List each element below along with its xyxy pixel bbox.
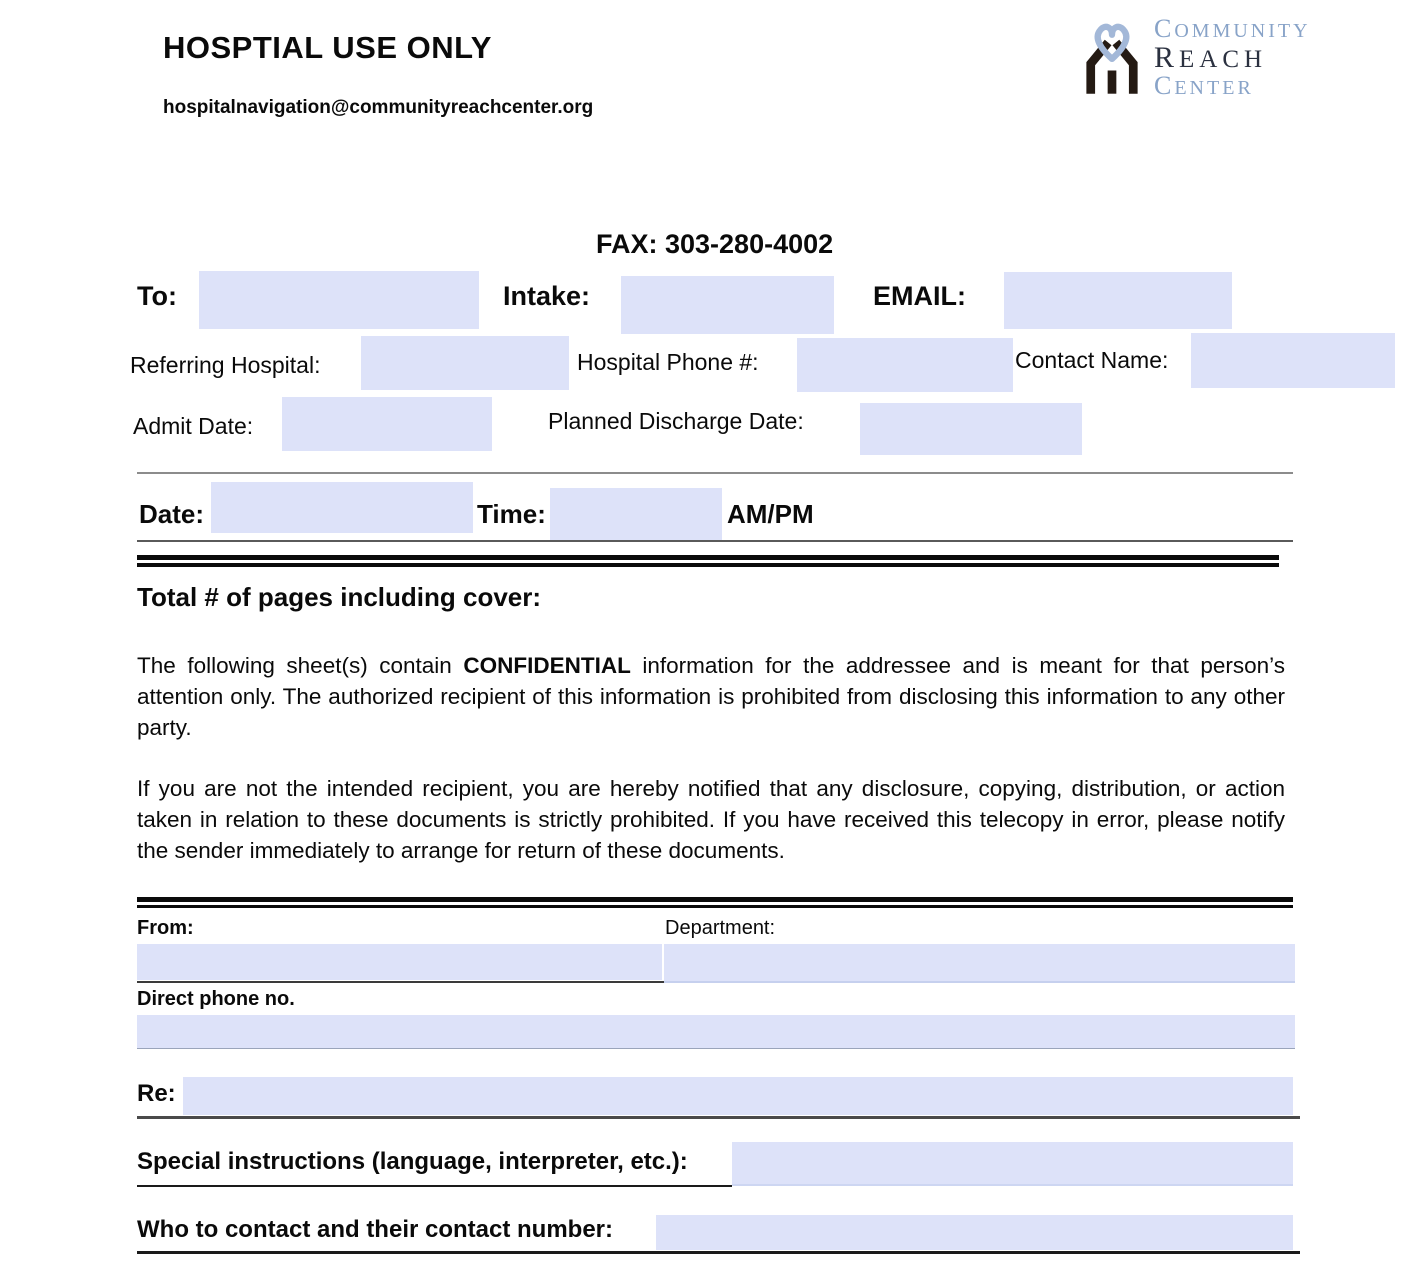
hospital-phone-label: Hospital Phone #: [577, 349, 759, 375]
thick-rule-mid-1 [137, 897, 1293, 902]
time-input[interactable] [550, 488, 722, 540]
who-to-contact-input[interactable] [656, 1215, 1293, 1250]
planned-discharge-label: Planned Discharge Date: [548, 408, 804, 434]
date-input[interactable] [211, 482, 473, 533]
direct-phone-input[interactable] [137, 1015, 1295, 1049]
contact-name-input[interactable] [1191, 333, 1395, 388]
divider-below-date [137, 540, 1293, 542]
logo-line-community: COMMUNITY [1154, 14, 1311, 43]
paragraph-text: The following sheet(s) contain [137, 653, 464, 678]
house-heart-icon [1083, 18, 1141, 99]
page-title: HOSPTIAL USE ONLY [163, 30, 492, 65]
time-label: Time: [477, 499, 546, 529]
contact-name-label: Contact Name: [1015, 347, 1169, 373]
admit-date-label: Admit Date: [133, 413, 254, 439]
to-label: To: [137, 281, 177, 311]
fax-number: FAX: 303-280-4002 [596, 229, 834, 259]
who-to-contact-label: Who to contact and their contact number: [137, 1216, 614, 1243]
to-input[interactable] [199, 271, 479, 329]
re-label: Re: [137, 1080, 176, 1107]
ampm-label: AM/PM [727, 499, 814, 529]
logo-line-reach: REACH [1154, 41, 1268, 74]
admit-date-input[interactable] [282, 397, 492, 451]
intake-input[interactable] [621, 276, 834, 334]
re-input[interactable] [183, 1077, 1293, 1115]
logo-line-center: CENTER [1154, 71, 1254, 100]
who-to-contact-underline [137, 1251, 1300, 1254]
special-instructions-input[interactable] [732, 1142, 1293, 1186]
date-label: Date: [139, 499, 205, 529]
thick-rule-top-1 [137, 555, 1279, 560]
confidentiality-paragraph [137, 650, 1285, 743]
header-email: hospitalnavigation@communityreachcenter.org [163, 97, 594, 118]
from-input[interactable] [137, 944, 662, 980]
referring-hospital-input[interactable] [361, 336, 569, 390]
logo-wordmark [1154, 16, 1311, 101]
notice-paragraph: If you are not the intended recipient, you are hereby notified that any disclosure, copying, distribution, or action taken in relation to these documents is strictly prohibited. If you have received this telecopy in error, please notify the sender immediately to arrange for return of these documents. [137, 776, 1285, 863]
thick-rule-mid-2 [137, 905, 1293, 908]
thick-rule-top-2 [137, 563, 1279, 567]
department-label: Department: [665, 917, 776, 939]
from-underline [137, 981, 664, 983]
total-pages-label: Total # of pages including cover: [137, 582, 542, 612]
paragraph-text: information for the addressee and is meant for that person’s attention only. The authorized recipient of this information is prohibited from disclosing this information to any other party. [137, 653, 1286, 740]
from-label: From: [137, 917, 194, 939]
intake-label: Intake: [503, 281, 591, 311]
hospital-phone-input[interactable] [797, 338, 1013, 392]
direct-phone-label: Direct phone no. [137, 988, 295, 1010]
divider-above-date [137, 472, 1293, 474]
email-input[interactable] [1004, 272, 1232, 329]
special-instructions-underline [137, 1185, 732, 1187]
confidential-bold: CONFIDENTIAL [463, 653, 631, 678]
special-instructions-label: Special instructions (language, interpreter, etc.): [137, 1148, 688, 1175]
email-label: EMAIL: [873, 281, 966, 311]
referring-hospital-label: Referring Hospital: [130, 352, 321, 378]
department-input[interactable] [664, 944, 1295, 983]
planned-discharge-input[interactable] [860, 403, 1082, 455]
re-underline [137, 1116, 1300, 1119]
